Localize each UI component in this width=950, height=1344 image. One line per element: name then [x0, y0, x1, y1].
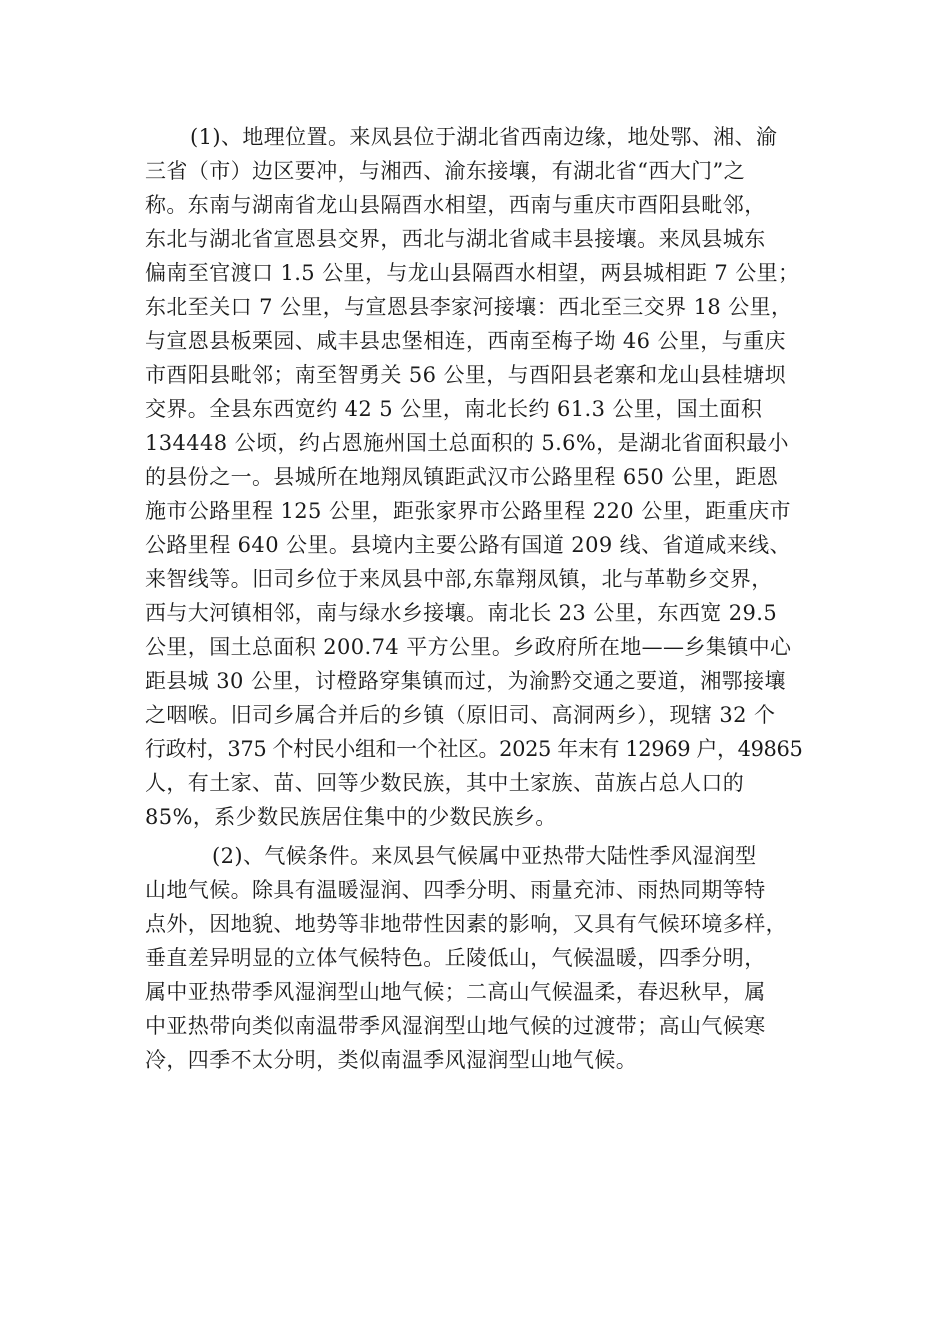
text-line: 冷，四季不太分明，类似南温季风湿润型山地气候。: [145, 1048, 638, 1072]
text-line: 中亚热带向类似南温带季风湿润型山地气候的过渡带；高山气候寒: [145, 1014, 766, 1038]
text-line: 的县份之一。县城所在地翔凤镇距武汉市公路里程 650 公里，距恩: [145, 465, 779, 489]
text-line: 点外，因地貌、地势等非地带性因素的影响，又具有气候环境多样，: [145, 912, 787, 936]
text-line: 距县城 30 公里，讨橙路穿集镇而过，为渝黔交通之要道，湘鄂接壤: [145, 669, 786, 693]
text-line: 85%，系少数民族居住集中的少数民族乡。: [145, 805, 557, 829]
text-line: 偏南至官渡口 1.5 公里，与龙山县隔酉水相望，两县城相距 7 公里；: [145, 261, 800, 285]
text-line: 市酉阳县毗邻；南至智勇关 56 公里，与酉阳县老寨和龙山县桂塘坝: [145, 363, 786, 387]
text-line: 与宣恩县板栗园、咸丰县忠堡相连，西南至梅子坳 46 公里，与重庆: [145, 329, 786, 353]
text-line: (2)、气候条件。来凤县气候属中亚热带大陆性季风湿润型: [212, 844, 757, 868]
text-line: 之咽喉。旧司乡属合并后的乡镇（原旧司、高洞两乡），现辖 32 个: [145, 703, 776, 727]
text-line: 西与大河镇相邻，南与绿水乡接壤。南北长 23 公里，东西宽 29.5: [145, 601, 778, 625]
text-line: 公路里程 640 公里。县境内主要公路有国道 209 线、省道咸来线、: [145, 533, 791, 557]
text-line: 行政村，375 个村民小组和一个社区。2025 年末有 12969 户，49865: [145, 737, 803, 761]
text-line: 东北至关口 7 公里，与宣恩县李家河接壤：西北至三交界 18 公里，: [145, 295, 793, 319]
text-line: 人，有土家、苗、回等少数民族，其中土家族、苗族占总人口的: [145, 771, 745, 795]
text-line: 东北与湖北省宣恩县交界，西北与湖北省咸丰县接壤。来凤县城东: [145, 227, 766, 251]
text-line: 山地气候。除具有温暖湿润、四季分明、雨量充沛、雨热同期等特: [145, 878, 766, 902]
text-line: 三省（市）边区要冲，与湘西、渝东接壤，有湖北省“西大门”之: [145, 159, 746, 183]
text-line: 交界。全县东西宽约 42 5 公里，南北长约 61.3 公里，国土面积: [145, 397, 763, 421]
text-line: 公里，国土总面积 200.74 平方公里。乡政府所在地——乡集镇中心: [145, 635, 792, 659]
text-line: 垂直差异明显的立体气候特色。丘陵低山，气候温暖，四季分明，: [145, 946, 766, 970]
text-line: 施市公路里程 125 公里，距张家界市公路里程 220 公里，距重庆市: [145, 499, 791, 523]
text-line: 称。东南与湖南省龙山县隔酉水相望，西南与重庆市酉阳县毗邻，: [145, 193, 766, 217]
text-line: (1)、地理位置。来凤县位于湖北省西南边缘，地处鄂、湘、渝: [190, 125, 778, 149]
text-line: 134448 公顷，约占恩施州国土总面积的 5.6%，是湖北省面积最小: [145, 431, 789, 455]
text-line: 来智线等。旧司乡位于来凤县中部,东靠翔凤镇，北与革勒乡交界，: [145, 567, 773, 591]
text-line: 属中亚热带季风湿润型山地气候；二高山气候温柔，春迟秋早，属: [145, 980, 766, 1004]
